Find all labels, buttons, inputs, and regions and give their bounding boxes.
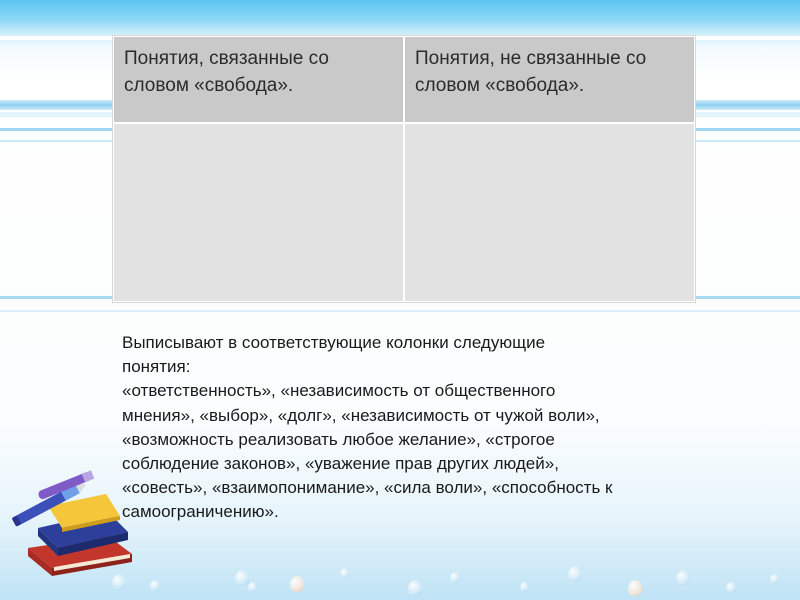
- droplet-icon: [112, 574, 126, 590]
- instruction-line: самоограничению».: [122, 502, 279, 522]
- instruction-line: соблюдение законов», «уважение прав других людей»,: [122, 454, 559, 474]
- concepts-table: [113, 36, 695, 302]
- droplet-icon: [520, 582, 529, 592]
- header-label: Понятия, связанные со словом «свобода».: [124, 48, 329, 96]
- droplet-icon: [628, 580, 642, 596]
- droplet-icon: [568, 566, 582, 582]
- table-header-unrelated: [405, 37, 694, 122]
- instruction-paragraph: [122, 331, 702, 525]
- instruction-line: мнения», «выбор», «долг», «независимость от чужой воли»,: [122, 405, 600, 425]
- droplet-icon: [408, 580, 422, 596]
- instruction-line: «ответственность», «независимость от общественного: [122, 381, 556, 401]
- droplet-icon: [676, 570, 690, 586]
- droplet-icon: [450, 572, 460, 583]
- table-cell-unrelated: [405, 124, 694, 301]
- books-and-pens-icon: [8, 470, 138, 580]
- droplet-icon: [726, 582, 736, 593]
- instruction-line: понятия:: [122, 357, 191, 377]
- background-stripe: [0, 310, 800, 312]
- table-cell-related: [114, 124, 403, 301]
- table-header-related: [114, 37, 403, 122]
- droplet-icon: [235, 570, 249, 586]
- instruction-line: «совесть», «взаимопонимание», «сила воли», «способность к: [122, 478, 613, 498]
- droplet-icon: [770, 574, 779, 584]
- instruction-line: «возможность реализовать любое желание», «строгое: [122, 429, 555, 449]
- header-label: Понятия, не связанные со словом «свобода».: [415, 48, 647, 96]
- instruction-line: Выписывают в соответствующие колонки следующие: [122, 333, 546, 352]
- droplet-icon: [248, 582, 257, 592]
- droplet-icon: [150, 580, 160, 591]
- droplet-icon: [340, 568, 349, 578]
- droplet-icon: [290, 576, 304, 592]
